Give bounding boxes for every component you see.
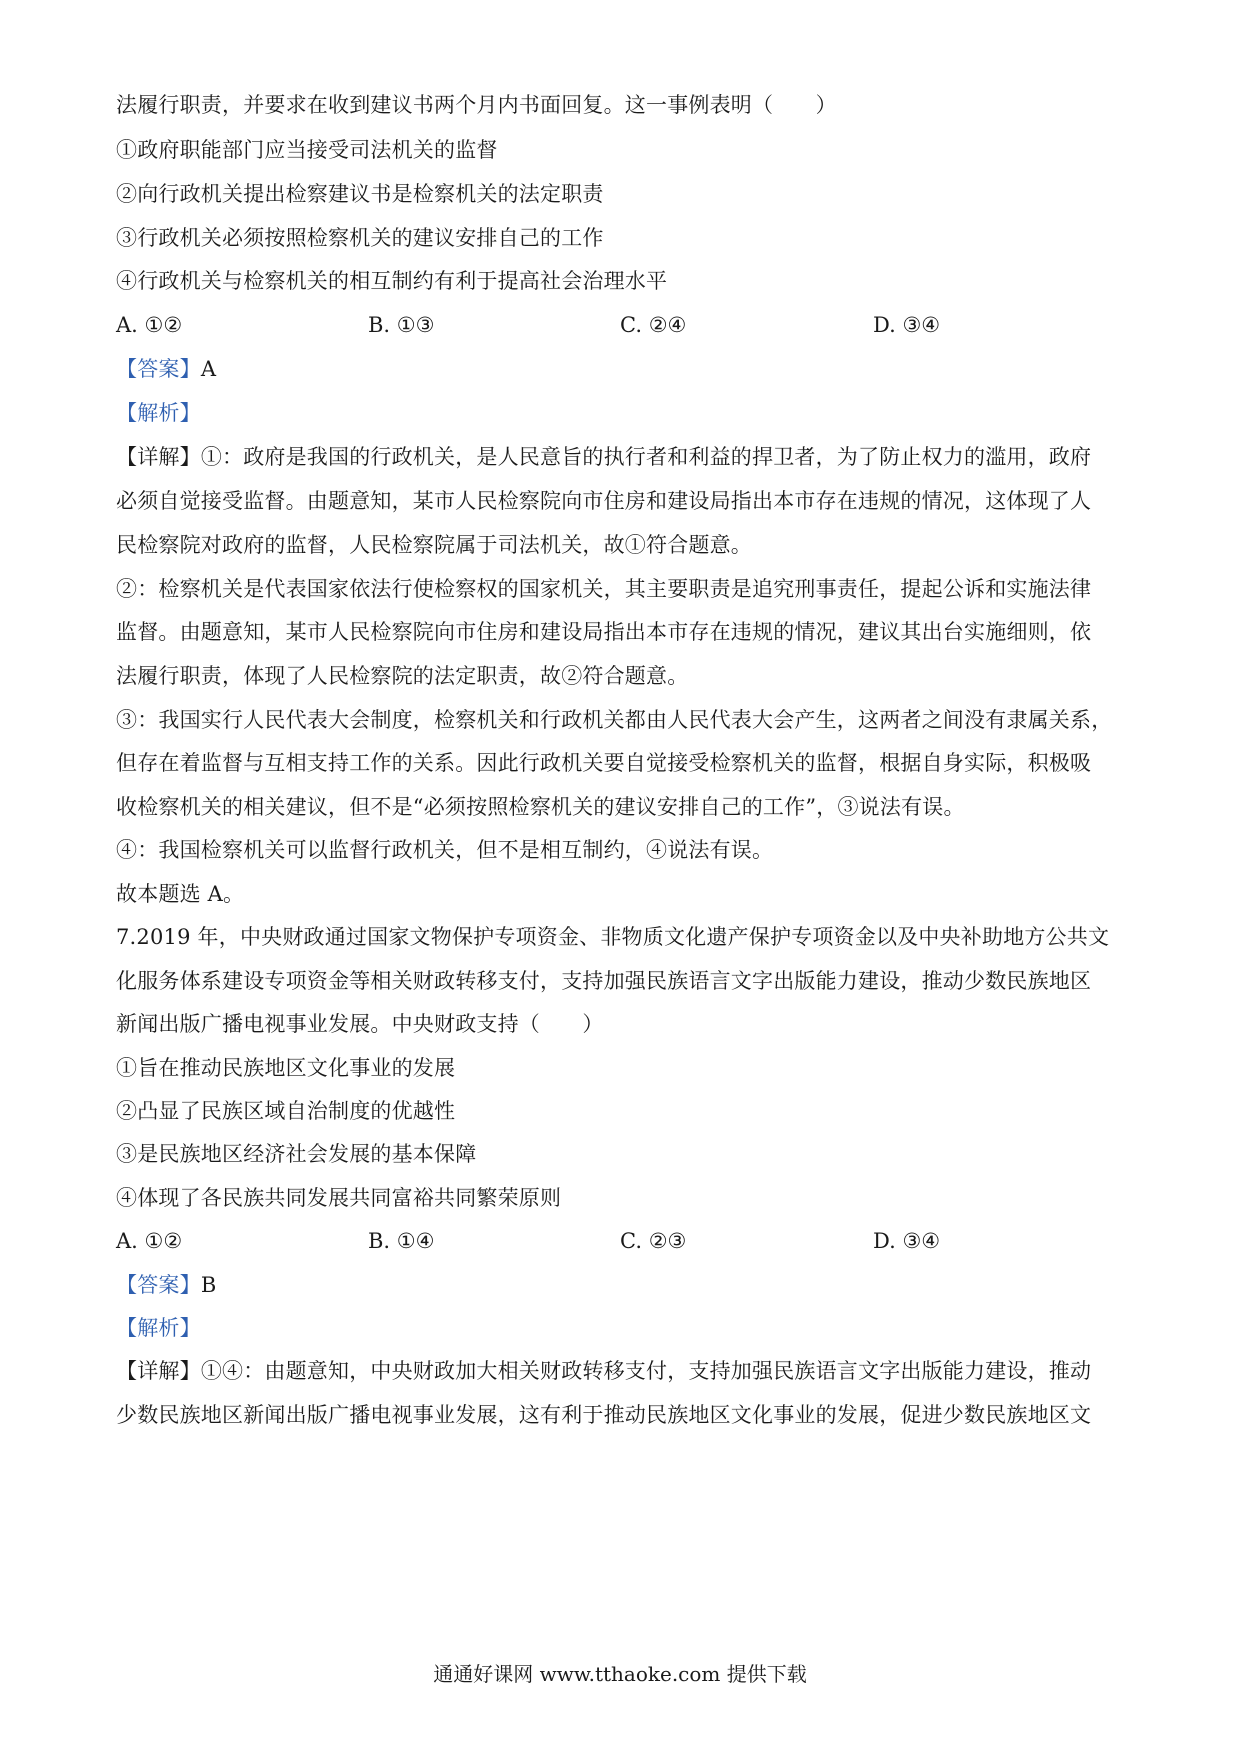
q6-option-a: A. ①② [116, 313, 183, 337]
q6-stem-tail: 法履行职责，并要求在收到建议书两个月内书面回复。这一事例表明（ ） [116, 93, 837, 117]
q7-option-a: A. ①② [116, 1229, 183, 1253]
q7-stem-line-1: 7.2019 年，中央财政通过国家文物保护专项资金、非物质文化遗产保护专项资金以及中央补助地方公共文 [116, 925, 1110, 949]
q7-statement-1: ①旨在推动民族地区文化事业的发展 [116, 1056, 456, 1080]
answer-value: A [200, 357, 217, 381]
q6-statement-3: ③行政机关必须按照检察机关的建议安排自己的工作 [116, 226, 604, 250]
q6-detail-line-8: 但存在着监督与互相支持工作的关系。因此行政机关要自觉接受检察机关的监督，根据自身实际，积极吸 [116, 751, 1092, 775]
q7-detail-line-2: 少数民族地区新闻出版广播电视事业发展，这有利于推动民族地区文化事业的发展，促进少数民族地区文 [116, 1403, 1092, 1427]
q7-stem-line-3: 新闻出版广播电视事业发展。中央财政支持（ ） [116, 1012, 604, 1036]
q6-analysis-tag: 【解析】 [116, 401, 201, 425]
q7-option-c: C. ②③ [620, 1229, 687, 1253]
q7-stem-line-2: 化服务体系建设专项资金等相关财政转移支付，支持加强民族语言文字出版能力建设，推动少数民族地区 [116, 969, 1092, 993]
q6-detail-line-6: 法履行职责，体现了人民检察院的法定职责，故②符合题意。 [116, 664, 689, 688]
answer-tag: 【答案】 [116, 357, 201, 381]
detail-tag: 【详解】 [116, 1359, 201, 1383]
page-footer: 通通好课网 www.tthaoke.com 提供下载 [433, 1662, 807, 1686]
q6-detail-line-2: 必须自觉接受监督。由题意知，某市人民检察院向市住房和建设局指出本市存在违规的情况，这体现了人 [116, 489, 1092, 513]
q6-detail-line-4: ②：检察机关是代表国家依法行使检察权的国家机关，其主要职责是追究刑事责任，提起公诉和实施法律 [116, 577, 1092, 601]
q6-statement-1: ①政府职能部门应当接受司法机关的监督 [116, 138, 498, 162]
answer-tag: 【答案】 [116, 1273, 201, 1297]
q7-statement-2: ②凸显了民族区域自治制度的优越性 [116, 1099, 456, 1123]
q7-option-b: B. ①④ [368, 1229, 435, 1253]
q6-detail-line-1: 【详解】①：政府是我国的行政机关，是人民意旨的执行者和利益的捍卫者，为了防止权力的滥用，政府 [116, 445, 1092, 469]
q7-statement-3: ③是民族地区经济社会发展的基本保障 [116, 1142, 477, 1166]
q6-statement-4: ④行政机关与检察机关的相互制约有利于提高社会治理水平 [116, 269, 668, 293]
q6-detail-line-10: ④：我国检察机关可以监督行政机关，但不是相互制约，④说法有误。 [116, 838, 774, 862]
q7-answer [116, 1270, 216, 1300]
q6-conclusion: 故本题选 A。 [116, 882, 245, 906]
detail-tag: 【详解】 [116, 445, 201, 469]
q6-statement-2: ②向行政机关提出检察建议书是检察机关的法定职责 [116, 182, 604, 206]
q6-detail-line-3: 民检察院对政府的监督，人民检察院属于司法机关，故①符合题意。 [116, 533, 752, 557]
q6-option-d: D. ③④ [873, 313, 941, 337]
q7-option-d: D. ③④ [873, 1229, 941, 1253]
q6-detail-line-9: 收检察机关的相关建议，但不是“必须按照检察机关的建议安排自己的工作”，③说法有误。 [116, 795, 965, 819]
q6-answer [116, 354, 216, 384]
q6-option-b: B. ①③ [368, 313, 435, 337]
q6-option-c: C. ②④ [620, 313, 687, 337]
q6-detail-line-5: 监督。由题意知，某市人民检察院向市住房和建设局指出本市存在违规的情况，建议其出台实施细则，依 [116, 620, 1092, 644]
answer-value: B [200, 1273, 217, 1297]
q7-analysis-tag: 【解析】 [116, 1316, 201, 1340]
q7-statement-4: ④体现了各民族共同发展共同富裕共同繁荣原则 [116, 1186, 562, 1210]
q6-detail-line-7: ③：我国实行人民代表大会制度，检察机关和行政机关都由人民代表大会产生，这两者之间没有隶属关系， [116, 708, 1113, 732]
q7-detail-line-1: 【详解】①④：由题意知，中央财政加大相关财政转移支付，支持加强民族语言文字出版能力建设，推动 [116, 1359, 1092, 1383]
